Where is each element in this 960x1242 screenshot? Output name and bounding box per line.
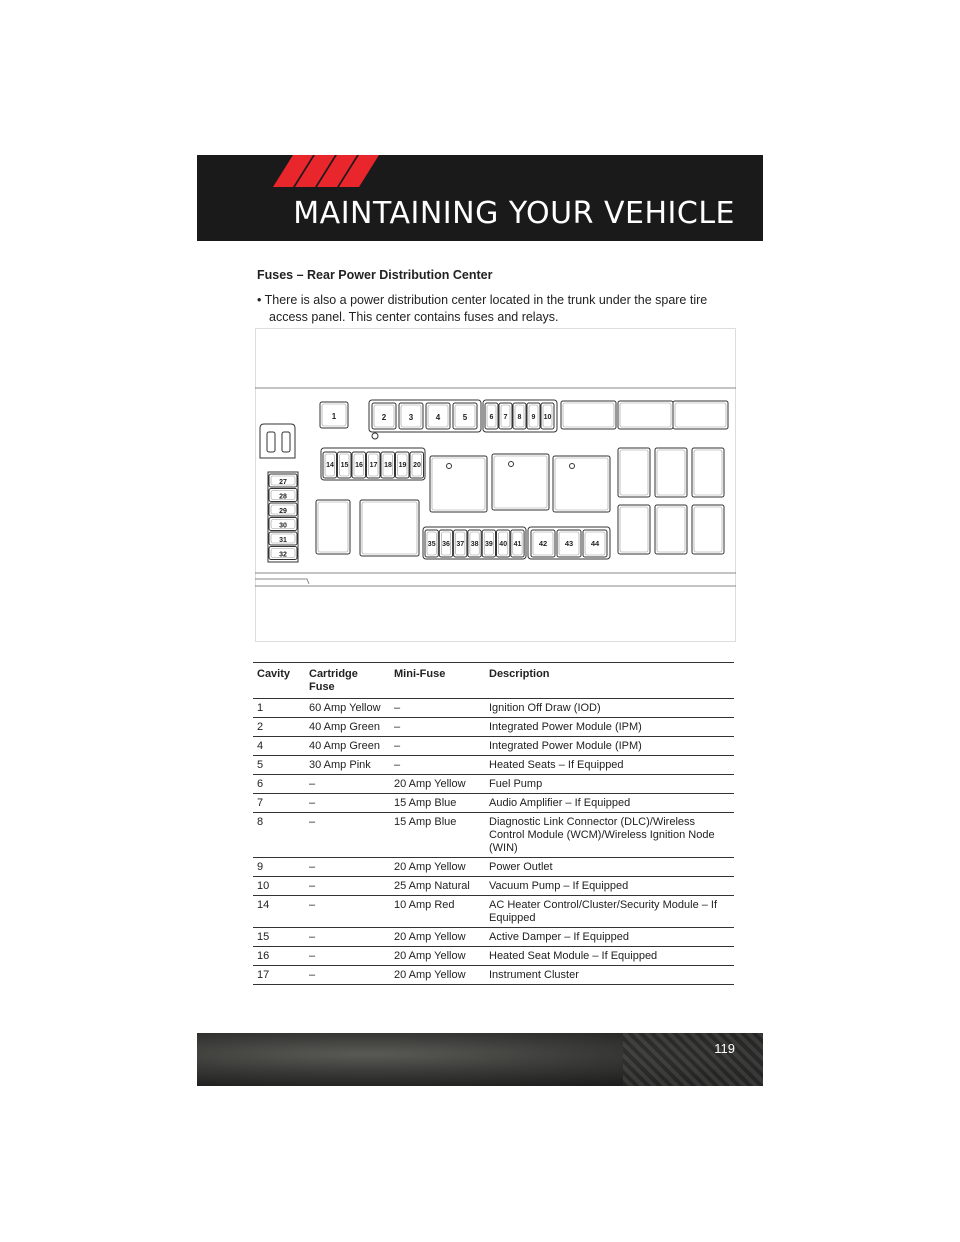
fuse-label: 32 xyxy=(279,551,287,559)
table-cell: 25 Amp Natural xyxy=(390,877,485,896)
section-title: Fuses – Rear Power Distribution Center xyxy=(257,268,493,282)
table-cell: 5 xyxy=(253,756,305,775)
fuse-label: 7 xyxy=(503,414,508,421)
fuse-label: 31 xyxy=(279,537,287,544)
footer-bar xyxy=(197,1033,763,1086)
footer-grille-image xyxy=(623,1033,763,1086)
table-cell: 1 xyxy=(253,699,305,718)
table-cell: Vacuum Pump – If Equipped xyxy=(485,877,734,896)
table-cell: Audio Amplifier – If Equipped xyxy=(485,794,734,813)
table-row xyxy=(253,775,734,794)
fuse-label: 35 xyxy=(427,541,436,548)
fuse-box-diagram xyxy=(255,328,736,642)
table-cell: 10 Amp Red xyxy=(390,896,485,928)
table-cell: 2 xyxy=(253,718,305,737)
fuse-label: 41 xyxy=(513,541,522,548)
table-cell: – xyxy=(305,794,390,813)
table-cell: 20 Amp Yellow xyxy=(390,947,485,966)
table-cell: Instrument Cluster xyxy=(485,966,734,985)
table-cell: – xyxy=(305,947,390,966)
table-cell: 14 xyxy=(253,896,305,928)
fuse-label: 42 xyxy=(538,539,548,548)
table-cell: 17 xyxy=(253,966,305,985)
table-cell: – xyxy=(305,775,390,794)
fuse-label: 2 xyxy=(381,413,387,422)
table-cell: Active Damper – If Equipped xyxy=(485,928,734,947)
table-cell: Heated Seat Module – If Equipped xyxy=(485,947,734,966)
relay-small-6 xyxy=(692,505,724,554)
table-row xyxy=(253,947,734,966)
table-cell: – xyxy=(390,737,485,756)
fuse-label: 37 xyxy=(456,541,465,548)
table-cell: – xyxy=(305,928,390,947)
relay-top-2 xyxy=(618,401,673,429)
table-cell: – xyxy=(390,756,485,775)
table-cell: Power Outlet xyxy=(485,858,734,877)
fuse-label: 5 xyxy=(462,413,468,422)
fuse-label: 4 xyxy=(435,413,441,422)
table-cell: – xyxy=(305,877,390,896)
relay-bottom-1 xyxy=(316,500,350,554)
table-cell: – xyxy=(305,966,390,985)
table-row xyxy=(253,858,734,877)
table-cell: Fuel Pump xyxy=(485,775,734,794)
table-cell: 15 xyxy=(253,928,305,947)
fuse-label: 8 xyxy=(517,414,522,421)
table-header-row xyxy=(253,663,734,699)
fuse-label: 36 xyxy=(442,541,450,548)
relay-small-3 xyxy=(692,448,724,497)
table-cell: 15 Amp Blue xyxy=(390,794,485,813)
fuse-label: 1 xyxy=(331,412,337,421)
table-cell: 20 Amp Yellow xyxy=(390,928,485,947)
fuse-label: 9 xyxy=(531,414,536,421)
fuse-label: 3 xyxy=(408,413,414,422)
fuse-label: 20 xyxy=(413,462,421,469)
table-row xyxy=(253,966,734,985)
table-cell: Integrated Power Module (IPM) xyxy=(485,737,734,756)
table-cell: AC Heater Control/Cluster/Security Module – If Equipped xyxy=(485,896,734,928)
table-cell: Diagnostic Link Connector (DLC)/Wireless Control Module (WCM)/Wireless Ignition Node (WIN) xyxy=(485,813,734,858)
column-header: Cavity xyxy=(253,663,305,699)
table-cell: 40 Amp Green xyxy=(305,718,390,737)
fuse-label: 40 xyxy=(499,541,508,548)
table-cell: 40 Amp Green xyxy=(305,737,390,756)
fuse-label: 15 xyxy=(340,462,349,469)
fuse-label: 18 xyxy=(384,462,392,469)
fuse-label: 19 xyxy=(398,462,407,469)
table-row xyxy=(253,756,734,775)
table-cell: 10 xyxy=(253,877,305,896)
relay-bottom-2 xyxy=(360,500,419,556)
fuse-label: 27 xyxy=(279,479,287,486)
table-row xyxy=(253,877,734,896)
relay-large-2 xyxy=(492,454,549,510)
relay-large-1 xyxy=(430,456,487,512)
table-cell: 7 xyxy=(253,794,305,813)
relay-small-5 xyxy=(655,505,687,554)
mount-hole xyxy=(372,433,378,439)
table-cell: Integrated Power Module (IPM) xyxy=(485,718,734,737)
fuse-label: 43 xyxy=(564,539,574,548)
table-cell: – xyxy=(305,813,390,858)
table-cell: Ignition Off Draw (IOD) xyxy=(485,699,734,718)
column-header: Mini-Fuse xyxy=(390,663,485,699)
table-cell: 20 Amp Yellow xyxy=(390,858,485,877)
table-cell: – xyxy=(390,718,485,737)
fuse-table xyxy=(253,662,734,985)
table-row xyxy=(253,794,734,813)
fuse-label: 10 xyxy=(543,414,552,421)
relay-top-1 xyxy=(561,401,616,429)
table-row xyxy=(253,928,734,947)
table-cell: 16 xyxy=(253,947,305,966)
fuse-label: 14 xyxy=(326,462,334,469)
table-cell: 60 Amp Yellow xyxy=(305,699,390,718)
table-cell: 6 xyxy=(253,775,305,794)
column-header: Cartridge Fuse xyxy=(305,663,390,699)
fuse-label: 29 xyxy=(279,508,287,515)
table-cell: 30 Amp Pink xyxy=(305,756,390,775)
fuse-label: 44 xyxy=(590,539,600,548)
table-row xyxy=(253,813,734,858)
header-title: MAINTAINING YOUR VEHICLE xyxy=(293,196,735,231)
fuse-label: 16 xyxy=(355,462,363,469)
table-cell: – xyxy=(305,858,390,877)
fuse-box-svg xyxy=(255,328,736,642)
fuse-label: 17 xyxy=(369,462,378,469)
relay-small-2 xyxy=(655,448,687,497)
page-number: 119 xyxy=(714,1041,735,1056)
intro-bullet: • There is also a power distribution center located in the trunk under the spare tire access panel. This center contains fuses and relays. xyxy=(257,293,708,324)
table-cell: 20 Amp Yellow xyxy=(390,966,485,985)
fuse-label: 30 xyxy=(279,522,287,530)
table-cell: – xyxy=(390,699,485,718)
relay-top-3 xyxy=(673,401,728,429)
table-cell: 15 Amp Blue xyxy=(390,813,485,858)
table-cell: 20 Amp Yellow xyxy=(390,775,485,794)
table-cell: 4 xyxy=(253,737,305,756)
table-cell: – xyxy=(305,896,390,928)
fuse-label: 28 xyxy=(279,493,287,501)
section-header-bar xyxy=(197,155,763,241)
relay-small-1 xyxy=(618,448,650,497)
fuse-label: 39 xyxy=(485,541,493,548)
table-row xyxy=(253,699,734,718)
table-row xyxy=(253,896,734,928)
table-cell: 8 xyxy=(253,813,305,858)
table-cell: Heated Seats – If Equipped xyxy=(485,756,734,775)
relay-small-4 xyxy=(618,505,650,554)
fuse-label: 6 xyxy=(489,414,494,421)
table-row xyxy=(253,737,734,756)
relay-large-3 xyxy=(553,456,610,512)
fuse-label: 38 xyxy=(470,541,479,548)
table-cell: 9 xyxy=(253,858,305,877)
table-row xyxy=(253,718,734,737)
column-header: Description xyxy=(485,663,734,699)
